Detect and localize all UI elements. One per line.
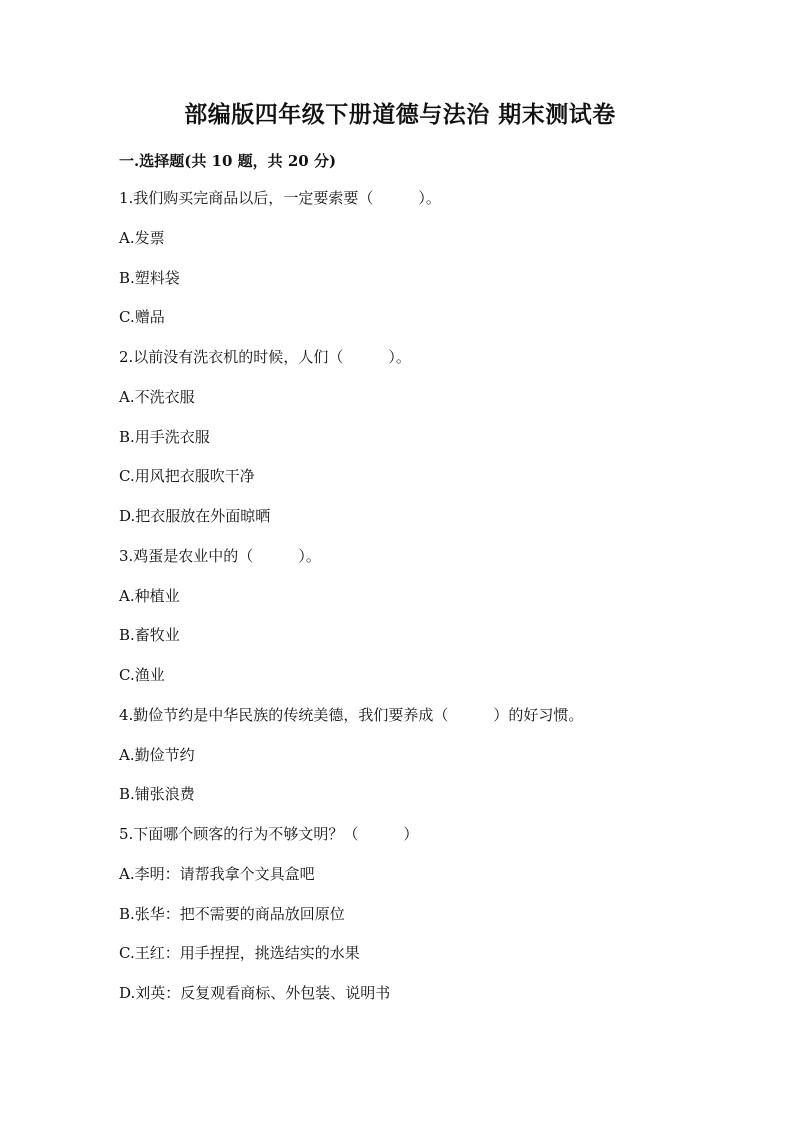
answer-option: C.赠品 <box>119 308 165 327</box>
answer-option: A.发票 <box>119 228 165 247</box>
question-stem: 3.鸡蛋是农业中的（ ）。 <box>119 546 321 565</box>
answer-option: D.刘英：反复观看商标、外包装、说明书 <box>119 984 391 1002</box>
answer-option: B.张华：把不需要的商品放回原位 <box>119 904 345 923</box>
answer-option: A.种植业 <box>119 586 180 605</box>
answer-option: C.王红：用手捏捏，挑选结实的水果 <box>119 944 360 963</box>
page-title: 部编版四年级下册道德与法治 期末测试卷 <box>184 101 616 128</box>
answer-option: B.用手洗衣服 <box>119 427 210 446</box>
answer-option: C.渔业 <box>119 666 165 684</box>
answer-option: B.塑料袋 <box>119 268 180 287</box>
answer-option: B.铺张浪费 <box>119 785 195 804</box>
question-list <box>119 188 739 1023</box>
question-stem: 2.以前没有洗衣机的时候，人们（ ）。 <box>119 348 411 366</box>
answer-option: B.畜牧业 <box>119 626 180 645</box>
question-stem: 5.下面哪个顾客的行为不够文明？（ ） <box>119 825 419 843</box>
answer-option: C.用风把衣服吹干净 <box>119 467 255 486</box>
answer-option: A.李明：请帮我拿个文具盒吧 <box>119 864 315 883</box>
section-heading: 一.选择题(共 10 题，共 20 分) <box>119 152 337 170</box>
answer-option: A.不洗衣服 <box>119 387 195 406</box>
answer-option: A.勤俭节约 <box>119 745 195 764</box>
answer-option: D.把衣服放在外面晾晒 <box>119 507 271 525</box>
question-stem: 1.我们购买完商品以后，一定要索要（ ）。 <box>119 189 441 207</box>
question-stem: 4.勤俭节约是中华民族的传统美德，我们要养成（ ）的好习惯。 <box>119 705 584 724</box>
